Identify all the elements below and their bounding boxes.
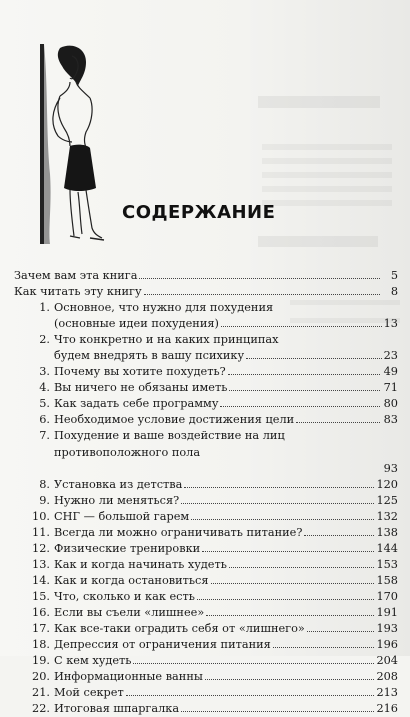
dot-leader [181, 702, 374, 712]
dot-leader [273, 638, 375, 648]
toc-entry [14, 701, 398, 717]
toc-entry-title: Вы ничего не обязаны иметь [54, 381, 228, 395]
toc-entry [14, 300, 398, 316]
toc-entry [14, 332, 398, 348]
dot-leader [229, 558, 375, 568]
dot-leader [144, 285, 380, 295]
dot-leader [139, 269, 380, 279]
toc-entry [14, 605, 398, 621]
toc-entry [14, 573, 398, 589]
dot-leader [197, 590, 375, 600]
woman-silhouette-illustration [30, 44, 120, 244]
toc-entry-page: 138 [376, 525, 398, 539]
toc-entry-page: 153 [376, 557, 398, 571]
toc-entry-title: С кем худеть [54, 654, 132, 668]
toc-entry-title: Если вы съели «лишнее» [54, 605, 205, 619]
toc-entry [14, 412, 398, 428]
toc-entry-number: 7. [39, 429, 50, 443]
dot-leader [206, 606, 374, 616]
toc-entry-number: 17. [32, 622, 50, 636]
toc-entry [14, 396, 398, 412]
dot-leader [307, 622, 375, 632]
show-through-mark [262, 186, 392, 192]
toc-entry-number: 12. [32, 541, 50, 555]
dot-leader [202, 542, 374, 552]
toc-entry-number: 9. [39, 493, 50, 507]
toc-entry-page: 23 [383, 349, 398, 363]
toc-entry-number: 4. [39, 381, 50, 395]
toc-entry-title: Как читать эту книгу [14, 285, 142, 299]
toc-entry [14, 268, 398, 284]
dot-leader [228, 365, 380, 375]
show-through-mark [258, 96, 380, 108]
toc-entry-title: Физические тренировки [54, 541, 201, 555]
dot-leader [221, 317, 382, 327]
toc-entry-page: 191 [376, 605, 398, 619]
toc-entry-number: 14. [32, 573, 50, 587]
toc-entry-page: 71 [383, 381, 398, 395]
toc-entry-page: 196 [376, 638, 398, 652]
toc-entry-number: 19. [32, 654, 50, 668]
toc-entry-title: Как и когда начинать худеть [54, 557, 227, 571]
toc-entry-page: 204 [376, 654, 398, 668]
toc-entry [14, 685, 398, 701]
toc-entry-title: СНГ — большой гарем [54, 509, 190, 523]
toc-entry-number: 10. [32, 509, 50, 523]
table-of-contents [14, 268, 398, 717]
show-through-mark [258, 236, 378, 247]
toc-entry-title: Нужно ли меняться? [54, 493, 180, 507]
toc-entry [14, 557, 398, 573]
toc-entry [14, 493, 398, 509]
toc-entry-page: 120 [376, 477, 398, 491]
toc-entry-page: 49 [383, 365, 398, 379]
toc-entry-title: Необходимое условие достижения цели [54, 413, 295, 427]
toc-entry [14, 621, 398, 637]
toc-entry-title: Основное, что нужно для похудения [54, 301, 274, 315]
toc-entry-title: Похудение и ваше воздействие на лиц [54, 429, 285, 443]
toc-entry-title: Всегда ли можно ограничивать питание? [54, 525, 303, 539]
toc-entry [14, 525, 398, 541]
toc-entry [14, 380, 398, 396]
toc-entry-title: Информационные ванны [54, 670, 203, 684]
toc-entry [14, 364, 398, 380]
toc-entry-number: 3. [39, 365, 50, 379]
toc-entry-page: 213 [376, 686, 398, 700]
toc-entry-number: 21. [32, 686, 50, 700]
dot-leader [296, 413, 380, 423]
toc-entry-number: 15. [32, 589, 50, 603]
toc-entry-page: 208 [376, 670, 398, 684]
toc-entry-number: 2. [39, 333, 50, 347]
toc-entry-continuation: будем внедрять в вашу психику 23 [14, 348, 398, 364]
toc-entry-number: 1. [39, 301, 50, 315]
toc-entry-page-line [14, 461, 398, 477]
show-through-mark [262, 144, 392, 150]
toc-entry-page: 8 [390, 285, 398, 299]
dot-leader [246, 349, 381, 359]
toc-entry-title: Что, сколько и как есть [54, 589, 195, 603]
toc-entry-title: Как все-таки оградить себя от «лишнего» [54, 622, 305, 636]
toc-entry-page: 132 [376, 509, 398, 523]
toc-entry [14, 589, 398, 605]
toc-entry [14, 477, 398, 493]
toc-entry-page: 5 [390, 269, 398, 282]
toc-entry-number: 6. [39, 413, 50, 427]
toc-entry [14, 541, 398, 557]
toc-entry-number: 8. [39, 477, 50, 491]
toc-entry-page: 83 [383, 413, 398, 427]
toc-entry-number: 11. [32, 525, 50, 539]
toc-entry-title: Депрессия от ограничения питания [54, 638, 271, 652]
show-through-mark [262, 172, 392, 178]
toc-entry-continuation: противоположного пола [54, 445, 201, 459]
show-through-mark [262, 158, 392, 164]
show-through-mark [262, 200, 392, 206]
toc-entry-title: Как задать себе программу [54, 397, 219, 411]
toc-entry-number: 18. [32, 638, 50, 652]
toc-entry-number: 22. [32, 702, 50, 716]
toc-entry-number: 13. [32, 557, 50, 571]
toc-entry-title: Зачем вам эта книга [14, 269, 138, 282]
dot-leader [191, 510, 374, 520]
toc-entry-page: 93 [383, 461, 398, 475]
toc-entry [14, 284, 398, 300]
dot-leader [181, 494, 374, 504]
toc-entry-page: 13 [383, 317, 398, 331]
toc-entry-title: Установка из детства [54, 477, 183, 491]
toc-entry-number: 5. [39, 397, 50, 411]
dot-leader [220, 397, 380, 407]
toc-entry-title: Мой секрет [54, 686, 124, 700]
toc-entry-continuation: (основные идеи похудения) 13 [14, 316, 398, 332]
toc-entry-page: 144 [376, 541, 398, 555]
toc-entry-number: 16. [32, 605, 50, 619]
contents-heading: СОДЕРЖАНИЕ [122, 202, 276, 223]
dot-leader [126, 686, 375, 696]
toc-entry-title: Как и когда остановиться [54, 573, 209, 587]
toc-entry-title: Почему вы хотите похудеть? [54, 365, 226, 379]
toc-entry [14, 509, 398, 525]
toc-entry [14, 637, 398, 653]
toc-entry-page: 80 [383, 397, 398, 411]
toc-entry-page: 158 [376, 573, 398, 587]
toc-entry [14, 428, 398, 444]
toc-entry-number: 20. [32, 670, 50, 684]
dot-leader [229, 381, 380, 391]
dot-leader [211, 574, 375, 584]
toc-entry-page: 216 [376, 702, 398, 716]
toc-entry-page: 125 [376, 493, 398, 507]
toc-entry-page: 170 [376, 589, 398, 603]
toc-entry-title: Что конкретно и на каких принципах [54, 333, 279, 347]
dot-leader [205, 670, 375, 680]
toc-entry-page: 193 [376, 622, 398, 636]
dot-leader [304, 526, 374, 536]
dot-leader [184, 478, 374, 488]
toc-entry [14, 669, 398, 685]
toc-entry-title: Итоговая шпаргалка [54, 702, 180, 716]
